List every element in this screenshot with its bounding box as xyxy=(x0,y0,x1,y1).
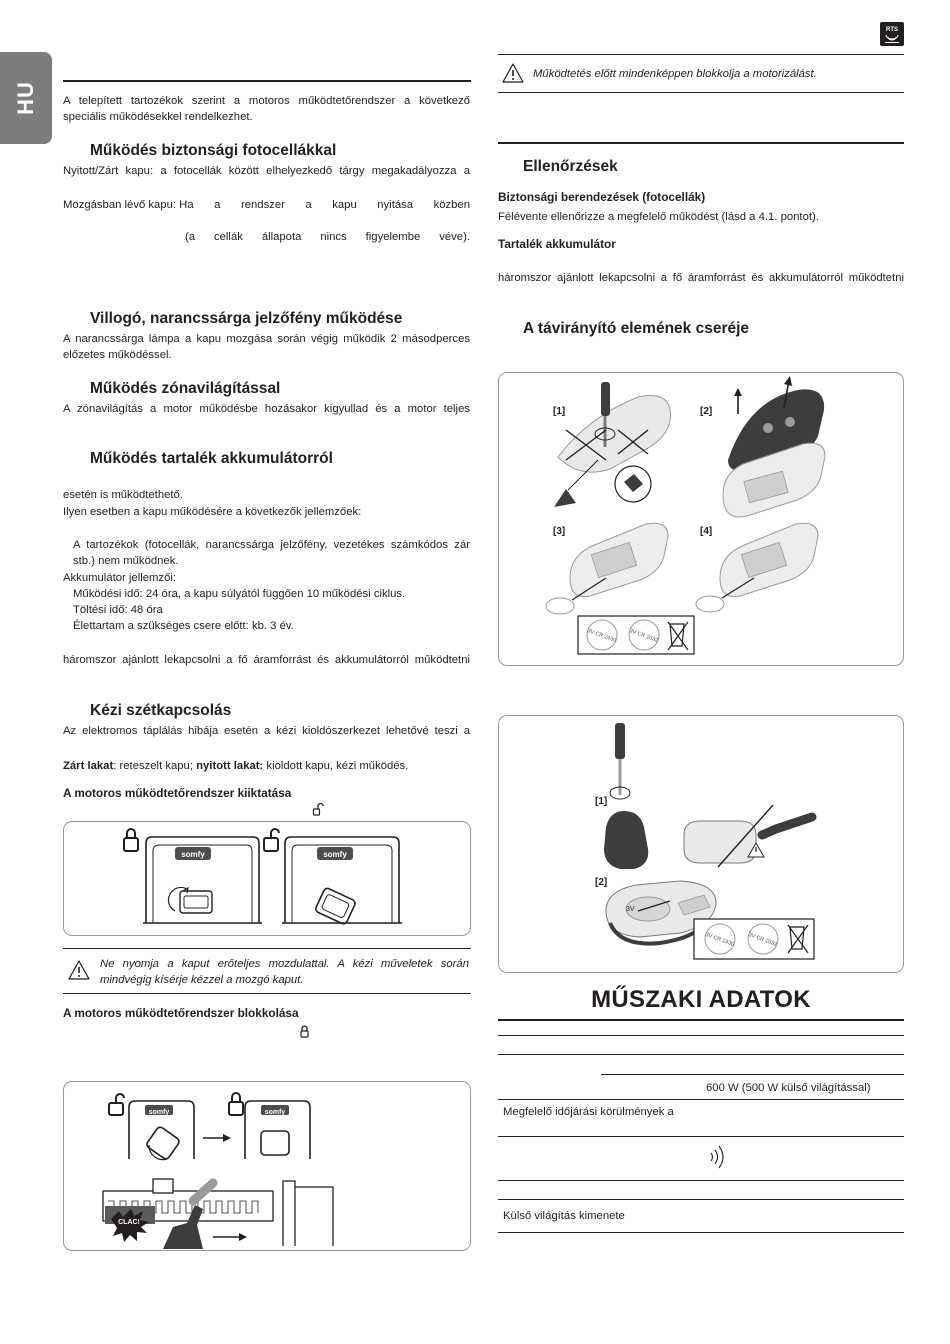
tech-rule-2 xyxy=(498,1054,904,1055)
arrow-right-icon xyxy=(203,1134,231,1142)
battery-label-b: 3V CR 2032 xyxy=(747,931,778,948)
battery-line-7: Töltési idő: 48 óra xyxy=(73,604,163,616)
padlock-legend xyxy=(63,758,408,774)
remote-battery-slide-in xyxy=(696,523,818,612)
language-code: HU xyxy=(13,81,38,115)
remote-open-screwdriver xyxy=(554,382,671,507)
battery-line-2: Ilyen esetben a kapu működésére a következők jellemzőek: xyxy=(63,506,362,518)
tech-power-value: 600 W (500 W külső világítással) xyxy=(706,1082,871,1094)
step-label: [3] xyxy=(553,526,566,537)
battery-heading: Működés tartalék akkumulátorról xyxy=(90,450,333,467)
remote-cover-removed xyxy=(723,376,825,517)
battery-label-a: 3V CR 2430 xyxy=(586,627,617,644)
safety-text: Félévente ellenőrizze a megfelelő működést (lásd a 4.1. pontot). xyxy=(498,211,819,223)
top-warning-rule xyxy=(498,54,904,55)
battery-line-4: stb.) nem működnek. xyxy=(73,555,179,567)
battery-3v-label: 3V xyxy=(626,906,635,913)
photocell-line-1: Nyitott/Zárt kapu: a fotocellák között elhelyezkedő tárgy megakadályozza a xyxy=(63,165,470,177)
photocell-line-3: (a cellák állapota nincs figyelembe véve). xyxy=(185,231,470,243)
checks-heading: Ellenőrzések xyxy=(523,158,618,175)
battery-line-1: esetén is működtethető. xyxy=(63,489,183,501)
remote-battery-slide-out xyxy=(546,523,668,614)
tech-rule-4 xyxy=(498,1099,904,1100)
manual-heading: Kézi szétkapcsolás xyxy=(90,702,232,719)
open-padlock-icon xyxy=(109,1094,124,1115)
warning-triangle-icon xyxy=(68,960,90,980)
column-top-rule xyxy=(63,80,471,82)
closed-lock-desc: : reteszelt kapu; xyxy=(113,760,197,772)
tech-data-title: MŰSZAKI ADATOK xyxy=(591,986,811,1013)
tech-rule-8 xyxy=(498,1232,904,1233)
brand-logo: somfy xyxy=(181,850,205,859)
flash-line-1: A narancssárga lámpa a kapu mozgása során végig működik 2 másodperces xyxy=(63,333,470,345)
safety-heading: Biztonsági berendezések (fotocellák) xyxy=(498,190,706,204)
remote-battery-illustration-b xyxy=(498,715,904,973)
open-lock-desc: kioldott kapu, kézi működés. xyxy=(263,760,409,772)
word: közben xyxy=(433,199,470,211)
remote-heading: A távirányító elemének cseréje xyxy=(523,320,750,337)
flash-heading: Villogó, narancssárga jelzőfény működése xyxy=(90,310,403,327)
manual-warning-line-1: Ne nyomja a kaput erőteljes mozdulattal. A kézi műveletek során xyxy=(100,958,469,970)
zone-heading: Működés zónavilágítással xyxy=(90,380,281,397)
warning-top-rule xyxy=(63,948,471,949)
zone-text: A zónavilágítás a motor működésbe hozásakor kigyullad és a motor teljes xyxy=(63,403,470,415)
battery-line-9: háromszor ajánlott lekapcsolni a fő áramforrást és akkumulátorról működtetni xyxy=(63,654,470,666)
closed-lock-term: Zárt lakat xyxy=(63,760,114,772)
tech-rule-3 xyxy=(601,1074,904,1075)
closed-padlock-icon xyxy=(124,829,138,851)
reserve-battery-heading: Tartalék akkumulátor xyxy=(498,237,616,251)
word: rendszer xyxy=(240,199,285,211)
word: a xyxy=(305,199,312,211)
open-lock-term: nyitott lakat: xyxy=(196,760,264,772)
motor-unlock-illustration xyxy=(63,821,471,936)
remote-battery-illustration-a xyxy=(498,372,904,666)
photocell-heading: Működés biztonsági fotocellákkal xyxy=(90,142,337,159)
flash-line-2: előzetes működéssel. xyxy=(63,349,172,361)
reserve-battery-text: háromszor ajánlott lekapcsolni a fő áramforrást és akkumulátorról működtetni xyxy=(498,272,904,284)
radio-wave-icon xyxy=(708,1144,724,1174)
step-label: [1] xyxy=(595,796,608,807)
word: kapu xyxy=(332,199,357,211)
intro-line-1: A telepített tartozékok szerint a motoros működtetőrendszer a következő xyxy=(63,95,470,107)
tech-rule-7 xyxy=(498,1199,904,1200)
open-padlock-icon xyxy=(264,829,279,851)
word: a xyxy=(214,199,221,211)
language-tab xyxy=(0,52,52,144)
tech-rule-0 xyxy=(498,1019,904,1021)
photocell-line-2 xyxy=(63,197,470,213)
top-warning-bottom-rule xyxy=(498,92,904,93)
lock-heading: A motoros működtetőrendszer blokkolása xyxy=(63,1006,299,1020)
keyfob-open-wrong xyxy=(684,805,812,867)
manual-line-1: Az elektromos táplálás hibája esetén a kézi kioldószerkezet lehetővé teszi a xyxy=(63,725,470,737)
tech-rule-5 xyxy=(498,1136,904,1137)
rts-label: RTS xyxy=(886,27,898,33)
brand-logo: somfy xyxy=(323,850,347,859)
battery-line-3: A tartozékok (fotocellák, narancssárga jelzőfény, vezetékes számkódos zár xyxy=(73,539,470,551)
unlock-heading: A motoros működtetőrendszer kiiktatása xyxy=(63,786,292,800)
battery-line-5: Akkumulátor jellemzői: xyxy=(63,572,177,584)
tech-rule-1 xyxy=(498,1035,904,1036)
rts-logo-icon xyxy=(880,22,904,46)
closed-padlock-icon xyxy=(229,1093,243,1115)
warning-bottom-rule xyxy=(63,993,471,994)
tech-rule-6 xyxy=(498,1180,904,1181)
battery-line-8: Élettartam a szükséges csere előtt: kb. 3 év. xyxy=(73,620,294,632)
intro-line-2: speciális működésekkel rendelkezhet. xyxy=(63,111,253,123)
battery-label-b: 3V CR 2032 xyxy=(628,627,659,644)
clac-label: CLAC! xyxy=(118,1219,140,1226)
motor-lock-illustration xyxy=(63,1081,471,1251)
brand-logo: somfy xyxy=(148,1109,170,1116)
battery-line-6: Működési idő: 24 óra, a kapu súlyától függően 10 működési ciklus. xyxy=(73,588,406,600)
step-label: [4] xyxy=(700,526,713,537)
brand-logo: somfy xyxy=(264,1109,286,1116)
step-label: [2] xyxy=(595,877,608,888)
top-warning-text: Működtetés előtt mindenképpen blokkolja a motorizálást. xyxy=(533,68,817,80)
tech-weather-label: Megfelelő időjárási körülmények a xyxy=(503,1106,674,1118)
gate-post xyxy=(283,1181,333,1246)
step-label: [1] xyxy=(553,406,566,417)
word: Mozgásban lévő kapu: Ha xyxy=(63,199,194,211)
keyfob-screwdriver xyxy=(604,723,648,869)
tech-ext-light-label: Külső világítás kimenete xyxy=(503,1210,625,1222)
closed-padlock-icon xyxy=(300,1025,310,1039)
step-label: [2] xyxy=(700,406,713,417)
open-padlock-icon xyxy=(313,803,323,817)
checks-top-rule xyxy=(498,142,904,144)
battery-label-a: 3V CR 2430 xyxy=(704,931,735,948)
warning-triangle-icon xyxy=(502,63,524,83)
manual-warning-line-2: mindvégig kísérje kézzel a mozgó kaput. xyxy=(100,974,304,986)
word: nyitása xyxy=(377,199,414,211)
